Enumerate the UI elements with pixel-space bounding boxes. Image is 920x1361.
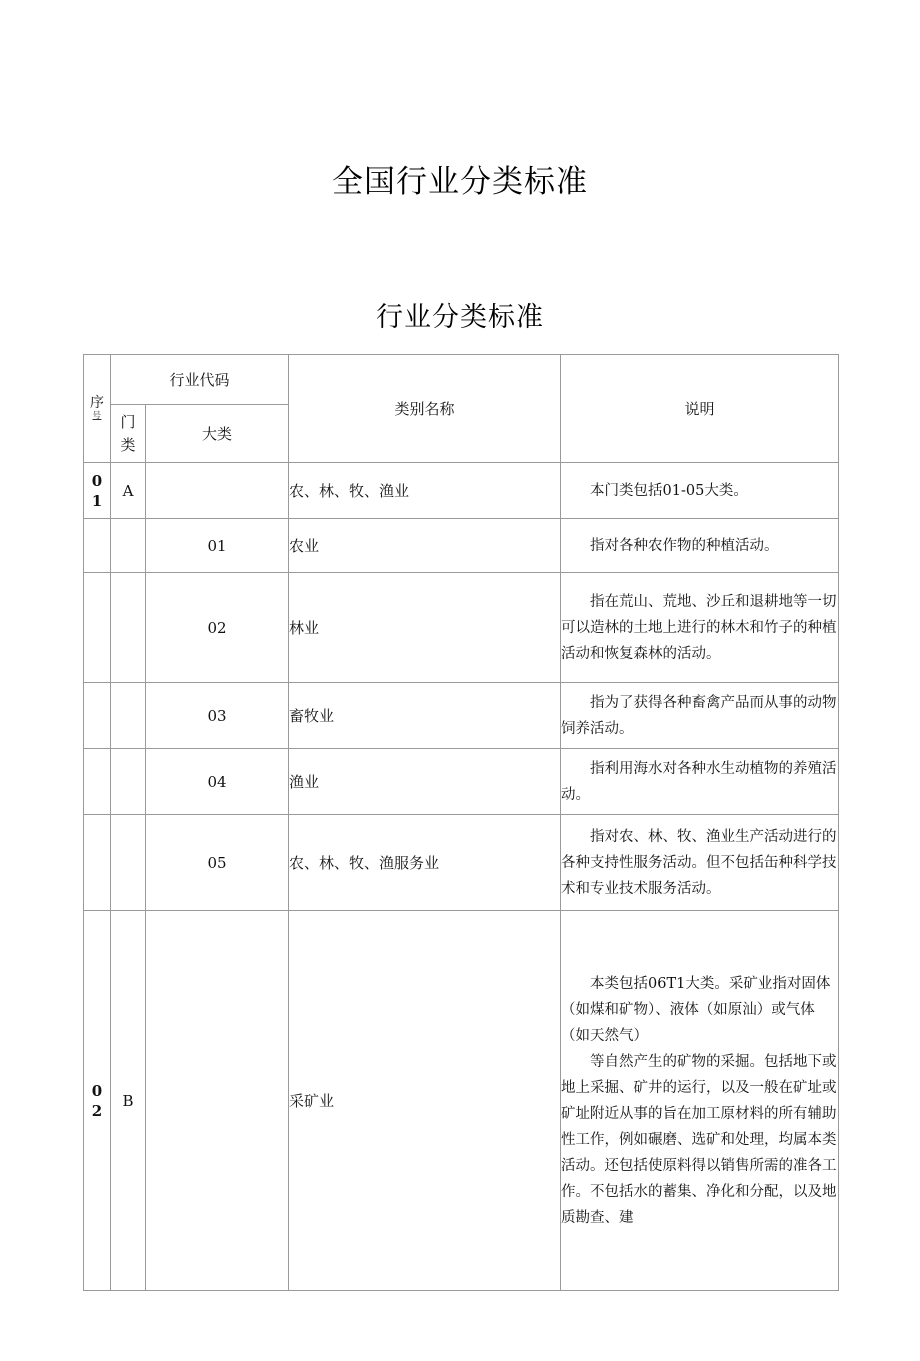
classification-table (83, 354, 839, 1291)
row-description: 本门类包括01-05大类。 (561, 463, 839, 519)
row-da-lei: 01 (146, 519, 289, 573)
row-men-lei: B (111, 911, 146, 1291)
table-header-row-1 (84, 355, 839, 405)
table-row (84, 573, 839, 683)
header-men-lei-char-2: 类 (120, 435, 136, 454)
header-men-lei (111, 405, 146, 463)
row-category-name: 畜牧业 (289, 683, 561, 749)
header-men-lei-char-1: 门 (120, 412, 136, 431)
row-description: 指对各种农作物的种植活动。 (561, 519, 839, 573)
row-da-lei: 03 (146, 683, 289, 749)
row-sequence-number (84, 519, 111, 573)
row-category-name: 林业 (289, 573, 561, 683)
row-category-name: 农、林、牧、渔服务业 (289, 815, 561, 911)
row-description: 指在荒山、荒地、沙丘和退耕地等一切可以造林的土地上进行的林木和竹子的种植活动和恢复森林的活动。 (561, 573, 839, 683)
row-men-lei (111, 683, 146, 749)
row-da-lei: 02 (146, 573, 289, 683)
sequence-digit-1: 0 (91, 471, 103, 490)
row-description (561, 911, 839, 1291)
document-title: 全国行业分类标准 (332, 164, 588, 200)
row-category-name: 采矿业 (289, 911, 561, 1291)
row-da-lei (146, 911, 289, 1291)
sequence-digit-1: 0 (91, 1081, 103, 1100)
row-sequence-number (84, 463, 111, 519)
row-men-lei (111, 519, 146, 573)
classification-table-wrapper (83, 354, 838, 1291)
table-row (84, 519, 839, 573)
row-sequence-number (84, 815, 111, 911)
header-category-name: 类别名称 (289, 355, 561, 463)
row-category-name: 农业 (289, 519, 561, 573)
table-row (84, 683, 839, 749)
row-description-paragraph-2: 等自然产生的矿物的采掘。包括地下或地上采掘、矿井的运行，以及一般在矿址或矿址附近从事的旨在加工原材料的所有辅助性工作，例如碾磨、选矿和处理，均属本类活动。还包括使原料得以销售所需的准各工作。不包括水的蓄集、净化和分配，以及地质勘查、建 (561, 1053, 837, 1226)
header-sequence-main: 序 (90, 395, 104, 411)
header-industry-code: 行业代码 (111, 355, 289, 405)
row-description: 指为了获得各种畜禽产品而从事的动物饲养活动。 (561, 683, 839, 749)
row-description: 指利用海水对各种水生动植物的养殖活动。 (561, 749, 839, 815)
row-da-lei (146, 463, 289, 519)
table-row (84, 463, 839, 519)
row-description-paragraph-1: 本类包括06T1大类。采矿业指对固体（如煤和矿物）、液体（如原汕）或气体（如天然气） (561, 975, 831, 1044)
row-da-lei: 04 (146, 749, 289, 815)
row-category-name: 渔业 (289, 749, 561, 815)
row-men-lei (111, 749, 146, 815)
row-sequence-number (84, 749, 111, 815)
row-category-name: 农、林、牧、渔业 (289, 463, 561, 519)
row-men-lei: A (111, 463, 146, 519)
row-men-lei (111, 815, 146, 911)
document-subtitle: 行业分类标准 (376, 302, 544, 333)
header-sequence-sub: 号 (92, 411, 102, 421)
header-da-lei: 大类 (146, 405, 289, 463)
row-description: 指对农、林、牧、渔业生产活动进行的各种支持性服务活动。但不包括缶种科学技术和专业技术服务活动。 (561, 815, 839, 911)
row-sequence-number (84, 573, 111, 683)
row-sequence-number (84, 911, 111, 1291)
table-row (84, 815, 839, 911)
sequence-digit-2: 1 (91, 491, 103, 510)
header-sequence-number (84, 355, 111, 463)
table-row (84, 911, 839, 1291)
sequence-digit-2: 2 (91, 1101, 103, 1120)
header-description: 说明 (561, 355, 839, 463)
row-sequence-number (84, 683, 111, 749)
table-row (84, 749, 839, 815)
row-da-lei: 05 (146, 815, 289, 911)
row-men-lei (111, 573, 146, 683)
